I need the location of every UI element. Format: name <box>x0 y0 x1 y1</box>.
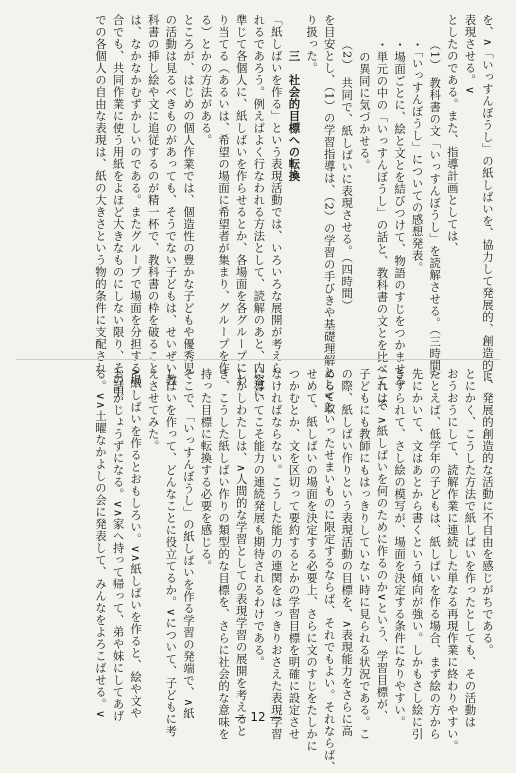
text-line: たとえば、低学年の子どもは、紙しばいを作る場合、まず絵の方から <box>428 368 443 740</box>
text-line: しばいを作って、どんなことに役立てるか。∨について、子どもに考 <box>164 368 179 737</box>
text-line: 表現させる。∨ <box>463 14 478 95</box>
page-number: — 12 — <box>234 710 282 724</box>
text-line: （2） 共同で、紙しばいに表現させる。（四時間） <box>340 39 355 312</box>
text-line: しかしわたしは、∧人間的な学習としての表現学習の展開を考えると <box>234 368 249 737</box>
text-line: る）とかの方法がある。 <box>199 14 214 146</box>
text-line: き、こうした紙しばい作りの類型的な目標を、さらに社会的な意味を <box>217 368 232 740</box>
text-line: る。∨∧土曜なかよしの会に発表して、みんなをよろこばせる。∨ <box>93 368 108 719</box>
text-line: 先にかいて、文はあとから書くという傾向が強い。しかもさし絵に引 <box>410 368 425 740</box>
text-line: は、なかなかむずかしいのである。またグループで場面を分担する場 <box>129 14 144 386</box>
text-line: とにかく、こうした方法で紙しばいを作ったとしても、その活動は <box>463 368 478 728</box>
tier-divider <box>16 359 500 360</box>
text-line: 持った目標に転換する必要を感じる。 <box>199 368 214 572</box>
section-heading: 三 社会的目標への転換 <box>287 50 302 183</box>
text-line: り扱った。 <box>305 14 320 74</box>
text-line: を目安とし、（1）の学習指導は、（2）の学習の手びきや基礎理解として取 <box>322 14 337 415</box>
text-line: の活動は見るべきものがあっても、そうでない子どもは、せいぜい教 <box>164 14 179 386</box>
text-line: （1） 教科書の文「いっすんぼうし」を読解させる。（三時間） <box>428 39 443 384</box>
text-line: ところが、はじめの個人作業では、個造性の豊かな子どもや優秀児 <box>181 14 196 374</box>
text-line: 子どもにも教師にもはっきりしていない時に見られる状況である。こ <box>357 368 372 740</box>
text-line: れるであろう。例えばよく行なわれる方法として、読解のあと、内容に <box>252 14 267 398</box>
text-line: ∧紙しばいを作るとおもしろい。∨∧紙しばいを作ると、絵や文や <box>129 368 144 719</box>
text-line: せめて、紙しばいの場面を決定する必要上、さらに文のすじをたしかに <box>305 368 320 752</box>
text-line: えさせてみた。 <box>146 368 161 452</box>
text-line: お話がじょうずになる。∨∧家へ持って帰って、弟や妹にしてあげ <box>111 368 126 722</box>
text-line: きずられて、さし絵の模写が、場面を決定する条件になりやすい。 <box>393 368 408 728</box>
text-line: そこで、「いっすんぼうし」の紙しばいを作る学習の発端で、∧紙 <box>181 368 196 720</box>
text-line: 科書の挿し絵や文に追従するのが精一杯で、教科書の枠を破ること <box>146 14 161 374</box>
text-line: ・場面ごとに、絵と文とを結びつけて、物語のすじをつかませる <box>393 39 408 388</box>
text-line: 準じて各個人に、紙しばいを作らせるとか、各場面を各グループにわ <box>234 14 249 386</box>
text-line: を、∧「いっすんぼうし」の紙しばいを、協力して発展的、創造的に <box>481 14 495 383</box>
text-line: としたのである。また、指導計画としては、 <box>445 14 460 254</box>
text-line: つかむとか、文を区切って要約するとかの学習目標を明確に設定させ <box>287 368 302 740</box>
text-line: なければならない。こうした能力の連関をはっきりおさえた表現学習 <box>269 368 284 740</box>
text-line: める∨といったせまいものに限定するならば、それでもよい。それならば、 <box>322 368 337 773</box>
text-line: での各個人の自由な表現は、紙の大きさという物的条件に支配され <box>93 14 108 374</box>
text-line: に導いてこそ能力の連続発展も期待されるわけである。 <box>252 368 267 668</box>
text-line: ・単元の中の「いっすんぼうし」の話と、教科書の文とを比べて、そ <box>375 39 390 412</box>
text-line: おうおうにして、読解作業に連続した単なる再現作業に終わりやすい。 <box>445 368 460 752</box>
text-line: り当てる（あるいは、希望の場面に希望者が集まり、グループを作 <box>217 14 232 374</box>
text-line: の際、紙しばい作りという表現活動の目標を、∧表現能力をさらに高 <box>340 368 355 737</box>
text-line: の異同に気づかせる。 <box>357 39 372 172</box>
text-line: 「紙しばいを作る」という表現活動では、いろいろな展開が考えら <box>269 14 284 374</box>
text-line: これは、∧紙しばいを何のために作るのか∨という、学習目標が、 <box>375 368 390 722</box>
text-line: 合でも、共同作業に使う用紙をよほど大きなものにしない限り、その中 <box>111 14 126 398</box>
text-line: て、発展的創造的な活動に不自由を感じがちである。 <box>481 368 495 656</box>
text-line: ・「いっすんぼうし」についての感想発表。 <box>410 39 425 274</box>
